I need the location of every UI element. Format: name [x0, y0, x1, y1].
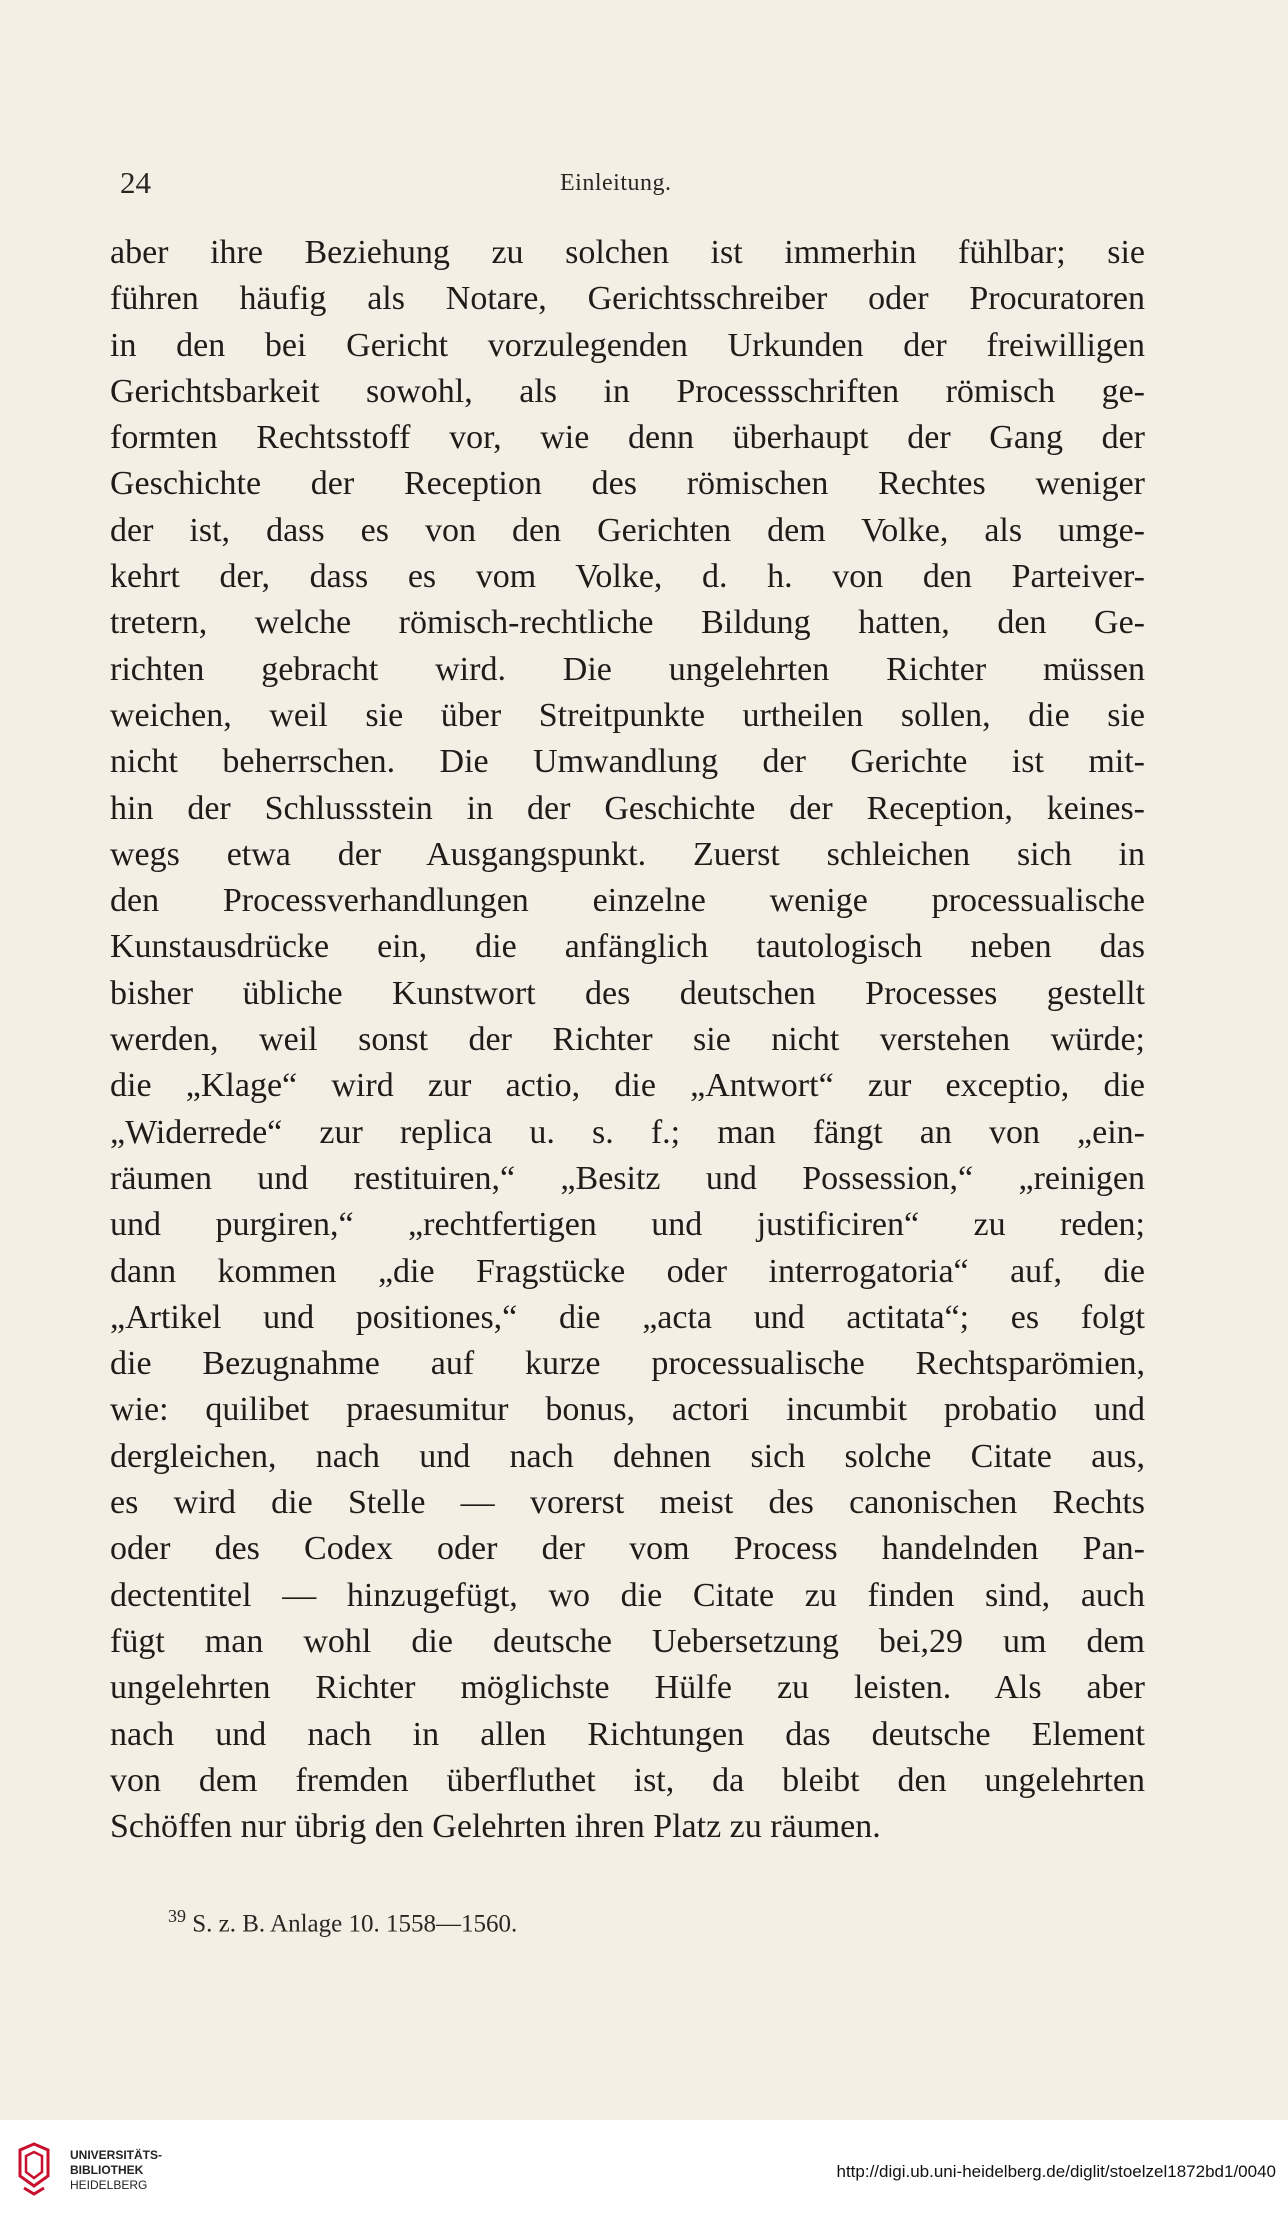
text-line: fügt man wohl die deutsche Uebersetzung bei,29 um dem — [110, 1622, 1145, 1660]
text-line: hin der Schlussstein in der Geschichte der Reception, keines- — [110, 789, 1145, 827]
text-line: von dem fremden überfluthet ist, da bleibt den ungelehrten — [110, 1761, 1145, 1799]
text-line: Kunstausdrücke ein, die anfänglich tautologisch neben das — [110, 928, 1145, 966]
library-name-line-3: HEIDELBERG — [70, 2178, 148, 2192]
text-line: es wird die Stelle — vorerst meist des canonischen Rechts — [110, 1484, 1145, 1522]
footnote-marker: 39 — [168, 1906, 186, 1926]
text-line: Gerichtsbarkeit sowohl, als in Processschriften römisch ge- — [110, 372, 1145, 410]
text-line: die „Klage“ wird zur actio, die „Antwort“ zur exceptio, die — [110, 1067, 1145, 1105]
text-line: richten gebracht wird. Die ungelehrten Richter müssen — [110, 650, 1145, 688]
text-line: Geschichte der Reception des römischen Rechtes weniger — [110, 465, 1145, 503]
text-line: ungelehrten Richter möglichste Hülfe zu leisten. Als aber — [110, 1669, 1145, 1707]
text-line: formten Rechtsstoff vor, wie denn überhaupt der Gang der — [110, 419, 1145, 457]
text-line: dergleichen, nach und nach dehnen sich solche Citate aus, — [110, 1437, 1145, 1475]
library-name — [70, 2148, 162, 2193]
text-line: „Artikel und positiones,“ die „acta und actitata“; es folgt — [110, 1298, 1145, 1336]
text-line: der ist, dass es von den Gerichten dem Volke, als umge- — [110, 511, 1145, 549]
text-line: die Bezugnahme auf kurze processualische Rechtsparömien, — [110, 1345, 1145, 1383]
text-line: werden, weil sonst der Richter sie nicht verstehen würde; — [110, 1021, 1145, 1059]
source-url-link[interactable]: http://digi.ub.uni-heidelberg.de/diglit/stoelzel1872bd1/0040 — [836, 2162, 1276, 2181]
text-line: nicht beherrschen. Die Umwandlung der Gerichte ist mit- — [110, 743, 1145, 781]
text-line: wie: quilibet praesumitur bonus, actori incumbit probatio und — [110, 1391, 1145, 1429]
text-line: und purgiren,“ „rechtfertigen und justificiren“ zu reden; — [110, 1206, 1145, 1244]
text-line: wegs etwa der Ausgangspunkt. Zuerst schleichen sich in — [110, 835, 1145, 873]
running-head: Einleitung. — [560, 170, 672, 196]
footer-bar — [0, 2120, 1288, 2222]
text-line: nach und nach in allen Richtungen das deutsche Element — [110, 1715, 1145, 1753]
text-line: Schöffen nur übrig den Gelehrten ihren Platz zu räumen. — [110, 1808, 881, 1846]
text-line: oder des Codex oder der vom Process handelnden Pan- — [110, 1530, 1145, 1568]
page-number: 24 — [120, 165, 151, 200]
text-line: räumen und restituiren,“ „Besitz und Possession,“ „reinigen — [110, 1159, 1145, 1197]
text-line: kehrt der, dass es vom Volke, d. h. von den Parteiver- — [110, 558, 1145, 596]
text-line: dectentitel — hinzugefügt, wo die Citate zu finden sind, auch — [110, 1576, 1145, 1614]
text-line: führen häufig als Notare, Gerichtsschreiber oder Procuratoren — [110, 280, 1145, 318]
text-line: tretern, welche römisch-rechtliche Bildung hatten, den Ge- — [110, 604, 1145, 642]
text-line: bisher übliche Kunstwort des deutschen Processes gestellt — [110, 974, 1145, 1012]
library-name-line-2: BIBLIOTHEK — [70, 2163, 144, 2177]
footnote-text: S. z. B. Anlage 10. 1558—1560. — [192, 1910, 518, 1938]
library-logo-icon — [14, 2142, 54, 2202]
text-line: weichen, weil sie über Streitpunkte urtheilen sollen, die sie — [110, 696, 1145, 734]
text-line: „Widerrede“ zur replica u. s. f.; man fängt an von „ein- — [110, 1113, 1145, 1151]
text-line: den Processverhandlungen einzelne wenige processualische — [110, 882, 1145, 920]
text-line: in den bei Gericht vorzulegenden Urkunden der freiwilligen — [110, 326, 1145, 364]
footnote — [168, 1906, 517, 1938]
body-text — [110, 230, 1145, 1850]
text-line: aber ihre Beziehung zu solchen ist immerhin fühlbar; sie — [110, 234, 1145, 271]
text-line: dann kommen „die Fragstücke oder interrogatoria“ auf, die — [110, 1252, 1145, 1290]
library-name-line-1: UNIVERSITÄTS- — [70, 2148, 163, 2162]
